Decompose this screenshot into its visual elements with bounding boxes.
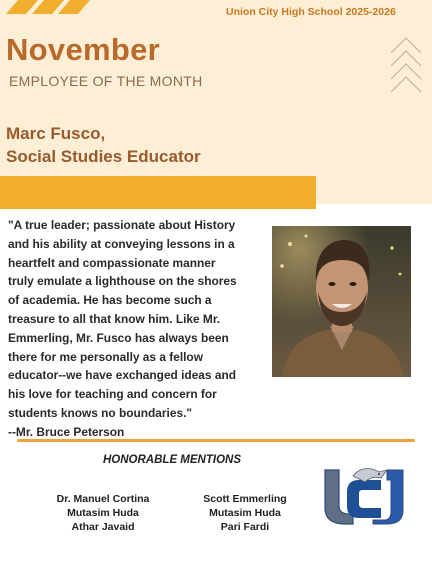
quote-line: of academia. He has become such a [8,293,212,308]
quote-line: educator--we have exchanged ideas and [8,368,236,383]
quote-line: his love for teaching and concern for [8,387,217,402]
mention-name: Dr. Manuel Cortina [56,493,150,505]
header-banner [0,0,432,204]
portrait-photo [272,226,411,377]
mention-name: Pari Fardi [220,521,270,533]
quote-line: "A true leader; passionate about History [8,218,236,232]
honoree-name: Marc Fusco, [6,124,106,143]
employee-of-month-subtitle: EMPLOYEE OF THE MONTH [9,73,203,89]
honorable-mentions-column-2 [186,492,304,534]
ucj-eagle-logo-icon [323,466,407,528]
school-year: Union City High School 2025-2026 [226,6,396,18]
honorable-mentions-column-1 [44,492,162,534]
mention-name: Mutasim Huda [67,507,139,519]
honoree-title: Social Studies Educator [6,147,201,166]
month-title: November [6,32,161,67]
quote-line: treasure to all that know him. Like Mr. [8,311,221,326]
testimonial-quote [8,216,270,442]
quote-line: and his ability at conveying lessons in a [8,236,235,251]
mention-name: Scott Emmerling [203,493,287,505]
accent-bar [0,176,316,209]
mention-name: Mutasim Huda [209,507,281,519]
quote-line: students knows no boundaries." [8,405,193,420]
honorable-mentions-title: HONORABLE MENTIONS [103,454,241,466]
quote-line: Emmerling, Mr. Fusco has always been [8,330,229,345]
honoree-name-block [6,122,201,168]
quote-attribution: --Mr. Bruce Peterson [8,424,125,439]
chevrons-up-icon [389,33,423,93]
mention-name: Athar Javaid [71,521,135,533]
quote-line: heartfelt and compassionate manner [8,255,216,270]
section-divider [17,439,415,442]
quote-line: truly emulate a lighthouse on the shores [8,274,237,289]
quote-line: there for me personally as a fellow [8,349,203,364]
decorative-stripes-icon [0,0,100,14]
